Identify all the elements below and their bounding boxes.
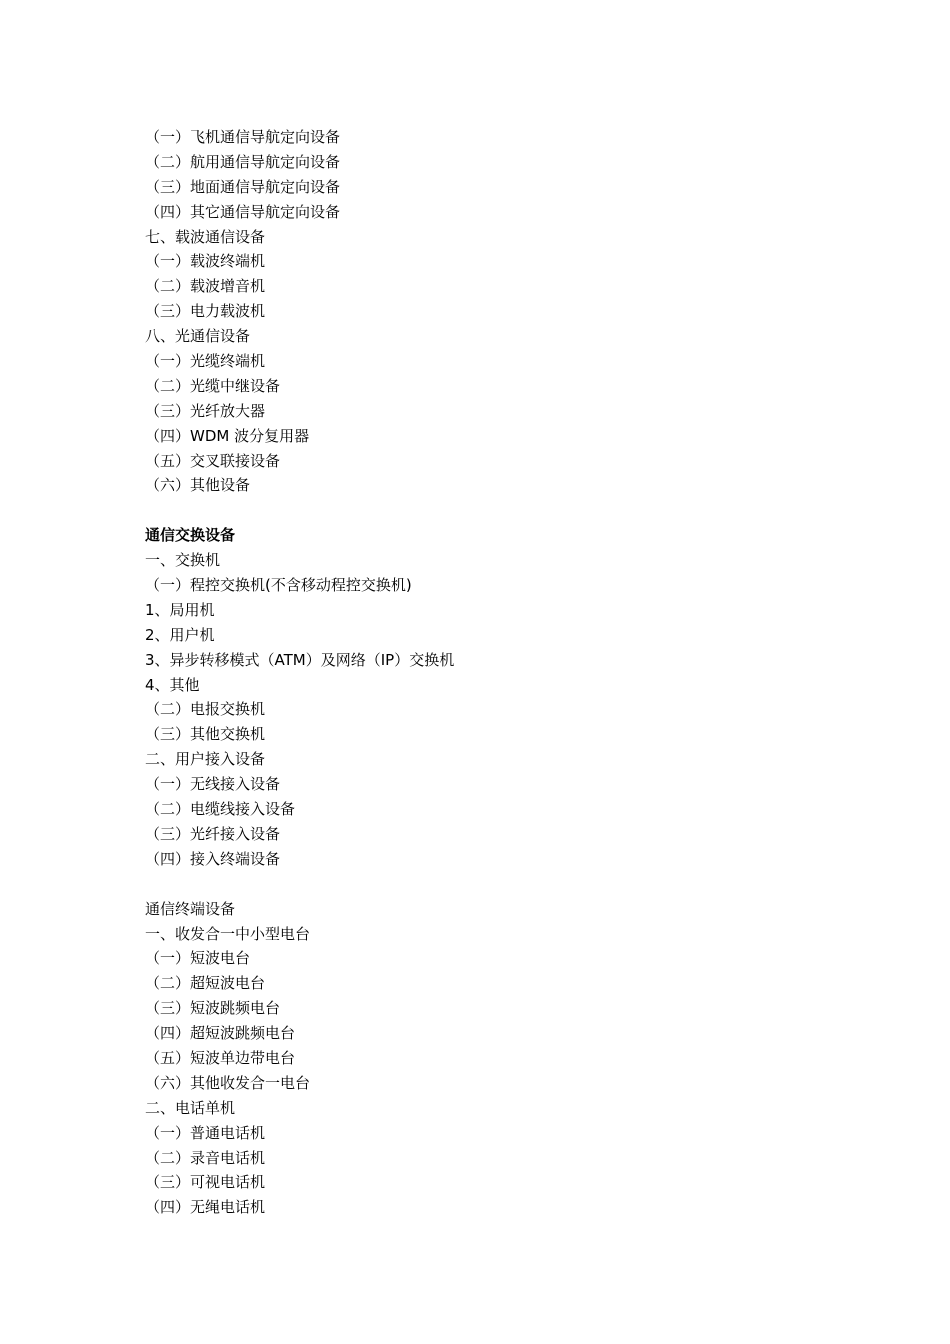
blank-line xyxy=(145,872,845,897)
list-item: （三）光纤放大器 xyxy=(145,401,266,420)
list-item: （四）接入终端设备 xyxy=(145,849,281,868)
list-item: 八、光通信设备 xyxy=(145,327,251,346)
list-item: 2、用户机 xyxy=(145,625,215,644)
list-item: （二）电缆线接入设备 xyxy=(145,800,296,819)
list-item: （二）录音电话机 xyxy=(145,1148,266,1167)
list-item: （一）光缆终端机 xyxy=(145,352,266,371)
list-item: （三）电力载波机 xyxy=(145,302,266,321)
list-item: 二、电话单机 xyxy=(145,1098,236,1117)
list-item: 3、异步转移模式（ATM）及网络（IP）交换机 xyxy=(145,650,455,669)
list-item: （四）无绳电话机 xyxy=(145,1198,266,1217)
list-item: （二）电报交换机 xyxy=(145,700,266,719)
list-item: 通信终端设备 xyxy=(145,899,236,918)
list-item: （一）程控交换机(不含移动程控交换机) xyxy=(145,576,412,595)
list-item: （二）超短波电台 xyxy=(145,974,266,993)
blank-line xyxy=(145,498,845,523)
list-item: （二）光缆中继设备 xyxy=(145,376,281,395)
list-item: （一）载波终端机 xyxy=(145,252,266,271)
document-page xyxy=(145,125,845,1220)
list-item: （一）无线接入设备 xyxy=(145,775,281,794)
list-item: 二、用户接入设备 xyxy=(145,750,266,769)
list-item: （六）其他设备 xyxy=(145,476,251,495)
list-item: （二）载波增音机 xyxy=(145,277,266,296)
list-item: （五）交叉联接设备 xyxy=(145,451,281,470)
list-item: （二）航用通信导航定向设备 xyxy=(145,152,341,171)
list-item: （一）短波电台 xyxy=(145,949,251,968)
list-item: （四）其它通信导航定向设备 xyxy=(145,202,341,221)
list-item: （六）其他收发合一电台 xyxy=(145,1073,311,1092)
list-item: （五）短波单边带电台 xyxy=(145,1048,296,1067)
list-item: （一）飞机通信导航定向设备 xyxy=(145,128,341,146)
section-heading: 通信交换设备 xyxy=(145,526,236,545)
list-item: 1、局用机 xyxy=(145,600,215,619)
list-item: （三）可视电话机 xyxy=(145,1173,266,1192)
list-item: 一、收发合一中小型电台 xyxy=(145,924,311,943)
list-item: （三）光纤接入设备 xyxy=(145,824,281,843)
list-item: 4、其他 xyxy=(145,675,200,694)
list-item: （四）WDM 波分复用器 xyxy=(145,426,310,445)
list-item: （三）其他交换机 xyxy=(145,725,266,744)
list-item: 七、载波通信设备 xyxy=(145,227,266,246)
list-item: （一）普通电话机 xyxy=(145,1123,266,1142)
list-item: 一、交换机 xyxy=(145,551,221,570)
list-item: （四）超短波跳频电台 xyxy=(145,1024,296,1043)
list-item: （三）短波跳频电台 xyxy=(145,999,281,1018)
list-item: （三）地面通信导航定向设备 xyxy=(145,177,341,196)
